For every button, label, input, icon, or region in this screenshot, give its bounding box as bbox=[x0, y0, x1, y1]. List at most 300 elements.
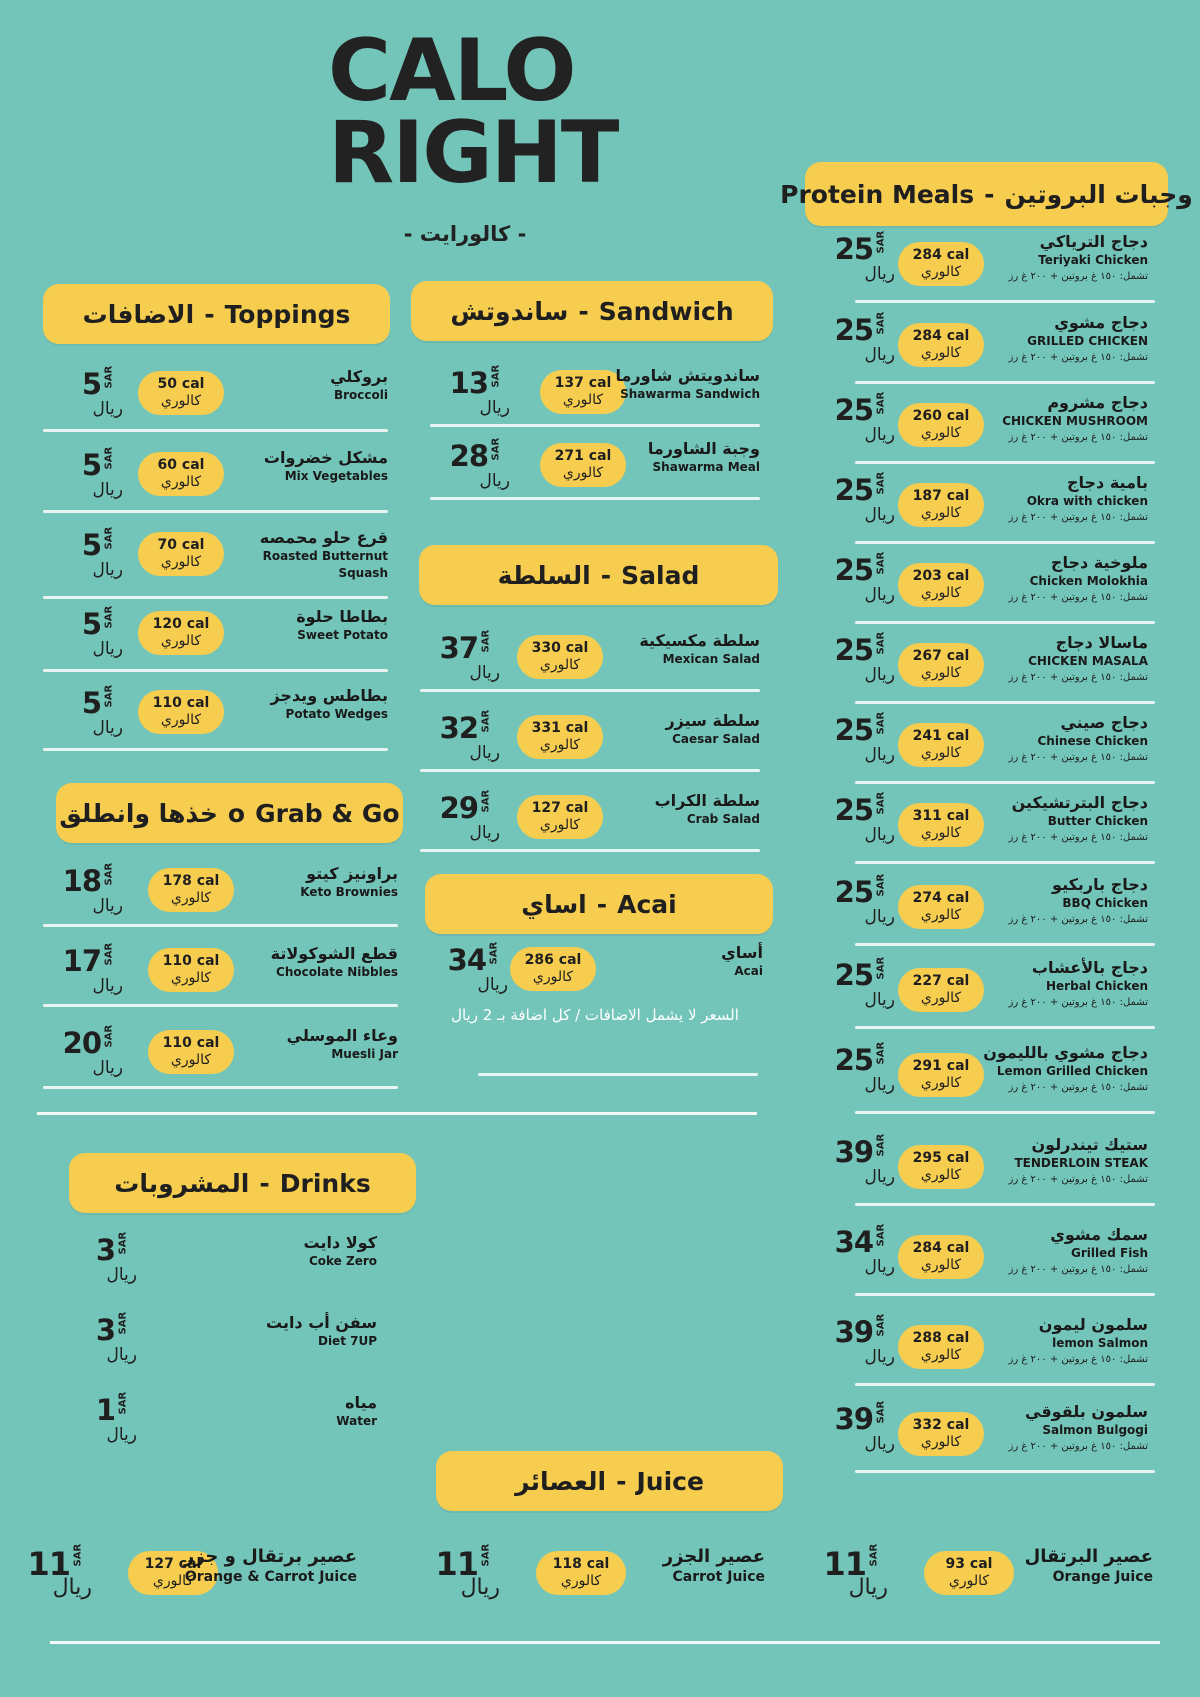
brush-divider bbox=[855, 621, 1155, 624]
currency-riyal: ريال bbox=[864, 505, 895, 525]
brush-divider bbox=[855, 541, 1155, 544]
item-name-en: GRILLED CHICKEN bbox=[1027, 334, 1148, 348]
item-name-en: lemon Salmon bbox=[1052, 1336, 1148, 1350]
calorie-value: 330 cal bbox=[531, 640, 589, 656]
item-name-ar: دجاج صيني bbox=[1060, 713, 1148, 732]
item-names bbox=[287, 1026, 398, 1063]
item-name-ar: وعاء الموسلي bbox=[286, 1026, 398, 1045]
item-name-ar: دجاج الترياكي bbox=[1039, 232, 1148, 251]
price-value: 34 bbox=[447, 943, 486, 977]
calorie-value: 274 cal bbox=[912, 890, 970, 906]
item-name-en: Shawarma Meal bbox=[652, 460, 760, 474]
calorie-label-ar: كالوري bbox=[920, 345, 962, 361]
price-value: 29 bbox=[439, 791, 478, 825]
menu-item bbox=[420, 631, 760, 691]
calorie-value: 70 cal bbox=[157, 537, 205, 553]
menu-item bbox=[428, 943, 763, 1003]
section-header-protein: Protein Meals - وجبات البروتين bbox=[805, 162, 1168, 226]
currency-sar: SAR bbox=[490, 364, 502, 388]
menu-item bbox=[43, 1026, 398, 1086]
section-title-ar: وجبات البروتين bbox=[1004, 179, 1193, 209]
item-names bbox=[271, 944, 398, 981]
section-title-ar: العصائر bbox=[515, 1466, 607, 1496]
item-includes-note: تشمل: ١٥٠ غ بروتين + ٢٠٠ غ رز bbox=[1008, 1174, 1148, 1185]
section-header-salad: السلطة - Salad bbox=[419, 545, 778, 605]
item-name-ar: سلطة سيزر bbox=[665, 711, 760, 730]
menu-item bbox=[43, 367, 388, 427]
brush-divider bbox=[420, 849, 760, 852]
item-names bbox=[721, 943, 763, 980]
calorie-badge bbox=[148, 948, 234, 992]
item-names bbox=[655, 791, 760, 828]
calorie-label-ar: كالوري bbox=[920, 1075, 962, 1091]
item-includes-note: تشمل: ١٥٠ غ بروتين + ٢٠٠ غ رز bbox=[1008, 672, 1148, 683]
brush-divider bbox=[855, 1383, 1155, 1386]
item-names bbox=[1009, 313, 1148, 365]
section-title-ar: خذها وانطلق bbox=[59, 798, 218, 828]
item-name-ar: دجاج البترتشيكين bbox=[1011, 793, 1148, 812]
item-name-ar: بطاطس ويدجز bbox=[270, 686, 388, 705]
calorie-badge bbox=[148, 868, 234, 912]
calorie-badge bbox=[138, 532, 224, 576]
brush-divider bbox=[43, 669, 388, 672]
item-name-ar: دجاج بالأعشاب bbox=[1031, 958, 1148, 977]
menu-item bbox=[815, 1402, 1160, 1462]
calorie-value: 284 cal bbox=[912, 328, 970, 344]
item-name-en: Coke Zero bbox=[308, 1254, 377, 1268]
currency-riyal: ريال bbox=[479, 398, 510, 418]
calorie-label-ar: كالوري bbox=[920, 264, 962, 280]
item-name-ar: مياه bbox=[345, 1393, 377, 1412]
calorie-value: 227 cal bbox=[912, 973, 970, 989]
price-value: 25 bbox=[834, 793, 873, 827]
calorie-value: 93 cal bbox=[945, 1556, 993, 1572]
item-names bbox=[1009, 1225, 1148, 1277]
price-value: 20 bbox=[62, 1026, 101, 1060]
calorie-label-ar: كالوري bbox=[920, 1257, 962, 1273]
currency-sar: SAR bbox=[875, 711, 887, 735]
menu-item bbox=[57, 1233, 377, 1293]
menu-item bbox=[815, 958, 1160, 1018]
brush-divider bbox=[478, 1073, 758, 1076]
calorie-badge bbox=[540, 443, 626, 487]
calorie-value: 127 cal bbox=[531, 800, 589, 816]
item-price bbox=[430, 366, 510, 422]
calorie-value: 311 cal bbox=[912, 808, 970, 824]
section-title-ar: المشروبات bbox=[114, 1168, 250, 1198]
calorie-label-ar: كالوري bbox=[539, 817, 581, 833]
brush-divider bbox=[43, 429, 388, 432]
calorie-value: 286 cal bbox=[524, 952, 582, 968]
menu-item bbox=[57, 1393, 377, 1453]
calorie-value: 331 cal bbox=[531, 720, 589, 736]
item-price bbox=[43, 448, 123, 504]
item-price bbox=[420, 631, 500, 687]
divider-line bbox=[37, 1112, 757, 1115]
calorie-badge bbox=[138, 371, 224, 415]
currency-sar: SAR bbox=[103, 526, 115, 550]
calorie-badge bbox=[540, 370, 626, 414]
item-names bbox=[1009, 1135, 1148, 1187]
item-name-ar: سلمون ليمون bbox=[1038, 1315, 1148, 1334]
section-title-ar: ساندوتش bbox=[450, 296, 569, 326]
calorie-label-ar: كالوري bbox=[160, 712, 202, 728]
item-name-ar: بروكلي bbox=[330, 367, 388, 386]
item-price bbox=[815, 553, 895, 609]
item-price bbox=[43, 607, 123, 663]
menu-item bbox=[815, 393, 1160, 453]
calorie-label-ar: كالوري bbox=[920, 425, 962, 441]
menu-item bbox=[815, 1043, 1160, 1103]
currency-riyal: ريال bbox=[106, 1265, 137, 1285]
calorie-label-ar: كالوري bbox=[920, 1347, 962, 1363]
item-name-ar: ساندويتش شاورما bbox=[615, 366, 760, 385]
currency-riyal: ريال bbox=[460, 1575, 500, 1600]
brush-divider bbox=[43, 1086, 398, 1089]
calorie-label-ar: كالوري bbox=[920, 585, 962, 601]
item-names bbox=[648, 439, 760, 476]
item-includes-note: تشمل: ١٥٠ غ بروتين + ٢٠٠ غ رز bbox=[1008, 512, 1148, 523]
calorie-label-ar: كالوري bbox=[539, 737, 581, 753]
section-title-ar: الاضافات bbox=[82, 299, 195, 329]
brand-logo bbox=[328, 21, 648, 203]
item-name-en: Broccoli bbox=[333, 388, 388, 402]
section-title-ar: السلطة bbox=[497, 560, 591, 590]
price-value: 39 bbox=[834, 1315, 873, 1349]
menu-item bbox=[815, 875, 1160, 935]
currency-riyal: ريال bbox=[864, 907, 895, 927]
calorie-value: 120 cal bbox=[152, 616, 210, 632]
price-value: 1 bbox=[95, 1393, 115, 1427]
currency-riyal: ريال bbox=[469, 823, 500, 843]
price-value: 25 bbox=[834, 958, 873, 992]
currency-riyal: ريال bbox=[864, 1257, 895, 1277]
calorie-badge bbox=[138, 452, 224, 496]
calorie-value: 295 cal bbox=[912, 1150, 970, 1166]
item-name-ar: قرع حلو محمصه bbox=[259, 528, 388, 547]
calorie-value: 187 cal bbox=[912, 488, 970, 504]
calorie-value: 118 cal bbox=[552, 1556, 610, 1572]
item-price bbox=[815, 313, 895, 369]
currency-sar: SAR bbox=[875, 956, 887, 980]
currency-riyal: ريال bbox=[469, 663, 500, 683]
brush-divider bbox=[855, 1470, 1155, 1473]
item-name-ar: سلطة الكراب bbox=[654, 791, 760, 810]
item-name-en: Teriyaki Chicken bbox=[1038, 253, 1148, 267]
currency-riyal: ريال bbox=[92, 399, 123, 419]
brush-divider bbox=[430, 497, 760, 500]
price-value: 3 bbox=[95, 1313, 115, 1347]
calorie-value: 127 cal bbox=[144, 1556, 202, 1572]
item-price bbox=[12, 1545, 92, 1601]
item-includes-note: تشمل: ١٥٠ غ بروتين + ٢٠٠ غ رز bbox=[1008, 1082, 1148, 1093]
item-names bbox=[330, 367, 388, 404]
section-header-acai: اساي - Acai bbox=[425, 874, 773, 934]
item-includes-note: تشمل: ١٥٠ غ بروتين + ٢٠٠ غ رز bbox=[1008, 832, 1148, 843]
price-value: 25 bbox=[834, 633, 873, 667]
price-value: 3 bbox=[95, 1233, 115, 1267]
calorie-label-ar: كالوري bbox=[160, 393, 202, 409]
currency-riyal: ريال bbox=[52, 1575, 92, 1600]
item-includes-note: تشمل: ١٥٠ غ بروتين + ٢٠٠ غ رز bbox=[1008, 914, 1148, 925]
item-price bbox=[57, 1233, 137, 1289]
brush-divider bbox=[855, 381, 1155, 384]
calorie-value: 284 cal bbox=[912, 1240, 970, 1256]
item-names bbox=[1009, 473, 1148, 525]
calorie-value: 110 cal bbox=[152, 695, 210, 711]
price-value: 32 bbox=[439, 711, 478, 745]
calorie-label-ar: كالوري bbox=[920, 745, 962, 761]
item-includes-note: تشمل: ١٥٠ غ بروتين + ٢٠٠ غ رز bbox=[1008, 1354, 1148, 1365]
calorie-badge bbox=[898, 968, 984, 1012]
item-price bbox=[43, 528, 123, 584]
currency-riyal: ريال bbox=[864, 1434, 895, 1454]
price-value: 25 bbox=[834, 313, 873, 347]
item-price bbox=[815, 1225, 895, 1281]
calorie-value: 178 cal bbox=[162, 873, 220, 889]
currency-sar: SAR bbox=[103, 365, 115, 389]
brush-divider bbox=[43, 924, 398, 927]
price-value: 25 bbox=[834, 713, 873, 747]
calorie-value: 332 cal bbox=[912, 1417, 970, 1433]
brand-line-1: CALO bbox=[328, 21, 575, 121]
item-includes-note: تشمل: ١٥٠ غ بروتين + ٢٠٠ غ رز bbox=[1008, 752, 1148, 763]
calorie-badge bbox=[138, 690, 224, 734]
currency-riyal: ريال bbox=[106, 1345, 137, 1365]
currency-riyal: ريال bbox=[848, 1575, 888, 1600]
price-value: 11 bbox=[823, 1545, 866, 1583]
brush-divider bbox=[855, 1293, 1155, 1296]
currency-sar: SAR bbox=[875, 1041, 887, 1065]
price-value: 5 bbox=[81, 367, 101, 401]
calorie-value: 50 cal bbox=[157, 376, 205, 392]
calorie-label-ar: كالوري bbox=[170, 890, 212, 906]
currency-sar: SAR bbox=[488, 941, 500, 965]
currency-riyal: ريال bbox=[864, 665, 895, 685]
item-name-en: Mexican Salad bbox=[662, 652, 760, 666]
item-name-en: Potato Wedges bbox=[285, 707, 388, 721]
brush-divider bbox=[855, 861, 1155, 864]
calorie-value: 271 cal bbox=[554, 448, 612, 464]
price-value: 28 bbox=[449, 439, 488, 473]
item-includes-note: تشمل: ١٥٠ غ بروتين + ٢٠٠ غ رز bbox=[1008, 432, 1148, 443]
calorie-label-ar: كالوري bbox=[160, 554, 202, 570]
calorie-label-ar: كالوري bbox=[160, 633, 202, 649]
calorie-badge bbox=[898, 643, 984, 687]
item-names bbox=[639, 631, 760, 668]
brand-line-2: RIGHT bbox=[328, 103, 618, 203]
currency-sar: SAR bbox=[875, 551, 887, 575]
item-name-ar: سلطة مكسيكية bbox=[639, 631, 760, 650]
currency-sar: SAR bbox=[480, 709, 492, 733]
calorie-label-ar: كالوري bbox=[920, 665, 962, 681]
currency-sar: SAR bbox=[875, 873, 887, 897]
item-name-en: Mix Vegetables bbox=[284, 469, 388, 483]
item-name-en: Chicken Molokhia bbox=[1029, 574, 1148, 588]
section-title-en: Drinks bbox=[279, 1168, 371, 1198]
currency-sar: SAR bbox=[117, 1231, 129, 1255]
currency-sar: SAR bbox=[875, 471, 887, 495]
brush-divider bbox=[855, 701, 1155, 704]
item-names bbox=[616, 366, 760, 403]
section-header-toppings: الاضافات - Toppings bbox=[43, 284, 390, 344]
calorie-label-ar: كالوري bbox=[532, 969, 574, 985]
item-name-en-line2: Squash bbox=[338, 566, 388, 580]
currency-riyal: ريال bbox=[864, 1347, 895, 1367]
price-value: 39 bbox=[834, 1402, 873, 1436]
item-name-en: Acai bbox=[734, 964, 763, 978]
menu-item bbox=[57, 1313, 377, 1373]
calorie-badge bbox=[536, 1551, 626, 1595]
currency-sar: SAR bbox=[103, 942, 115, 966]
item-name-ar: دجاج مشوي bbox=[1054, 313, 1148, 332]
item-name-en: Crab Salad bbox=[686, 812, 760, 826]
item-name-en: Okra with chicken bbox=[1026, 494, 1148, 508]
menu-item bbox=[815, 473, 1160, 533]
item-name-ar: مشكل خضروات bbox=[263, 448, 388, 467]
menu-item bbox=[43, 448, 388, 508]
item-names bbox=[266, 1313, 377, 1350]
price-value: 34 bbox=[834, 1225, 873, 1259]
item-names bbox=[1002, 393, 1148, 445]
item-name-ar: دجاج مشوي بالليمون bbox=[983, 1043, 1148, 1062]
addon-price-note: السعر لا يشمل الاضافات / كل اضافة بـ 2 ريال bbox=[451, 1006, 739, 1024]
item-names bbox=[304, 1233, 377, 1270]
calorie-label-ar: كالوري bbox=[562, 392, 604, 408]
calorie-value: 110 cal bbox=[162, 1035, 220, 1051]
menu-item bbox=[43, 528, 388, 588]
item-includes-note: تشمل: ١٥٠ غ بروتين + ٢٠٠ غ رز bbox=[1008, 1441, 1148, 1452]
menu-item bbox=[815, 1225, 1160, 1285]
calorie-badge bbox=[898, 242, 984, 286]
calorie-label-ar: كالوري bbox=[920, 990, 962, 1006]
item-names bbox=[300, 864, 398, 901]
calorie-label-ar: كالوري bbox=[948, 1573, 990, 1589]
item-names bbox=[184, 1545, 357, 1586]
currency-sar: SAR bbox=[490, 437, 502, 461]
item-name-en: Butter Chicken bbox=[1047, 814, 1148, 828]
section-title-en: Juice bbox=[636, 1466, 704, 1496]
brush-divider bbox=[430, 424, 760, 427]
calorie-badge bbox=[924, 1551, 1014, 1595]
item-price bbox=[815, 1315, 895, 1371]
calorie-value: 241 cal bbox=[912, 728, 970, 744]
item-names bbox=[260, 528, 388, 582]
currency-sar: SAR bbox=[103, 605, 115, 629]
brush-divider bbox=[43, 510, 388, 513]
menu-item bbox=[420, 791, 760, 851]
menu-item bbox=[43, 686, 388, 746]
item-names bbox=[1009, 713, 1148, 765]
item-price bbox=[815, 633, 895, 689]
item-names bbox=[983, 1043, 1148, 1095]
calorie-badge bbox=[898, 403, 984, 447]
section-title-ar: اساي bbox=[521, 889, 587, 919]
calorie-badge bbox=[898, 803, 984, 847]
section-title-en: Grab & Go bbox=[255, 798, 400, 828]
price-value: 37 bbox=[439, 631, 478, 665]
brush-divider bbox=[420, 769, 760, 772]
calorie-value: 267 cal bbox=[912, 648, 970, 664]
menu-item bbox=[815, 313, 1160, 373]
item-name-en: Roasted Butternut bbox=[262, 549, 388, 563]
price-value: 25 bbox=[834, 553, 873, 587]
item-name-ar: ماسالا دجاج bbox=[1055, 633, 1148, 652]
item-price bbox=[428, 943, 508, 999]
calorie-value: 137 cal bbox=[554, 375, 612, 391]
calorie-badge bbox=[898, 483, 984, 527]
calorie-badge bbox=[148, 1030, 234, 1074]
currency-riyal: ريال bbox=[469, 743, 500, 763]
currency-riyal: ريال bbox=[864, 585, 895, 605]
item-name-en: Sweet Potato bbox=[297, 628, 388, 642]
currency-sar: SAR bbox=[875, 391, 887, 415]
item-name-en: CHICKEN MASALA bbox=[1028, 654, 1148, 668]
currency-riyal: ريال bbox=[864, 745, 895, 765]
calorie-badge bbox=[517, 635, 603, 679]
price-value: 11 bbox=[435, 1545, 478, 1583]
item-price bbox=[57, 1313, 137, 1369]
item-names bbox=[1009, 875, 1148, 927]
menu-item bbox=[43, 944, 398, 1004]
item-name-ar: ملوخية دجاج bbox=[1050, 553, 1148, 572]
item-name-en: Orange Juice bbox=[1052, 1569, 1153, 1585]
menu-item bbox=[12, 1545, 357, 1605]
item-name-ar: سمك مشوي bbox=[1050, 1225, 1148, 1244]
item-price bbox=[57, 1393, 137, 1449]
item-name-en: Diet 7UP bbox=[317, 1334, 377, 1348]
menu-item bbox=[815, 793, 1160, 853]
currency-riyal: ريال bbox=[864, 1075, 895, 1095]
item-price bbox=[43, 864, 123, 920]
section-title-en: Acai bbox=[617, 889, 677, 919]
item-name-ar: عصير البرتقال bbox=[1024, 1546, 1153, 1567]
item-price bbox=[815, 958, 895, 1014]
item-names bbox=[1009, 232, 1148, 284]
calorie-badge bbox=[898, 323, 984, 367]
brush-divider bbox=[43, 1004, 398, 1007]
currency-sar: SAR bbox=[875, 631, 887, 655]
item-names bbox=[296, 607, 388, 644]
calorie-label-ar: كالوري bbox=[920, 505, 962, 521]
item-name-ar: بامية دجاج bbox=[1066, 473, 1148, 492]
item-name-ar: سلمون بلقوقي bbox=[1025, 1402, 1148, 1421]
menu-item bbox=[815, 232, 1160, 292]
section-title-en: Toppings bbox=[224, 299, 351, 329]
brand-subtitle: - كالورايت - bbox=[403, 222, 527, 246]
calorie-value: 291 cal bbox=[912, 1058, 970, 1074]
item-price bbox=[815, 473, 895, 529]
currency-riyal: ريال bbox=[477, 975, 508, 995]
section-header-drinks: المشروبات - Drinks bbox=[69, 1153, 416, 1213]
currency-sar: SAR bbox=[103, 862, 115, 886]
calorie-badge bbox=[517, 795, 603, 839]
calorie-value: 284 cal bbox=[912, 247, 970, 263]
item-name-en: Water bbox=[336, 1414, 377, 1428]
calorie-value: 203 cal bbox=[912, 568, 970, 584]
item-name-en: Caesar Salad bbox=[672, 732, 760, 746]
item-includes-note: تشمل: ١٥٠ غ بروتين + ٢٠٠ غ رز bbox=[1008, 1264, 1148, 1275]
currency-sar: SAR bbox=[480, 789, 492, 813]
item-name-ar: براونيز كيتو bbox=[306, 864, 398, 883]
item-names bbox=[1009, 633, 1148, 685]
calorie-label-ar: كالوري bbox=[560, 1573, 602, 1589]
menu-item bbox=[808, 1545, 1153, 1605]
calorie-label-ar: كالوري bbox=[920, 1167, 962, 1183]
currency-sar: SAR bbox=[875, 791, 887, 815]
item-name-en: Shawarma Sandwich bbox=[620, 387, 760, 401]
item-name-en: Carrot Juice bbox=[672, 1569, 765, 1585]
